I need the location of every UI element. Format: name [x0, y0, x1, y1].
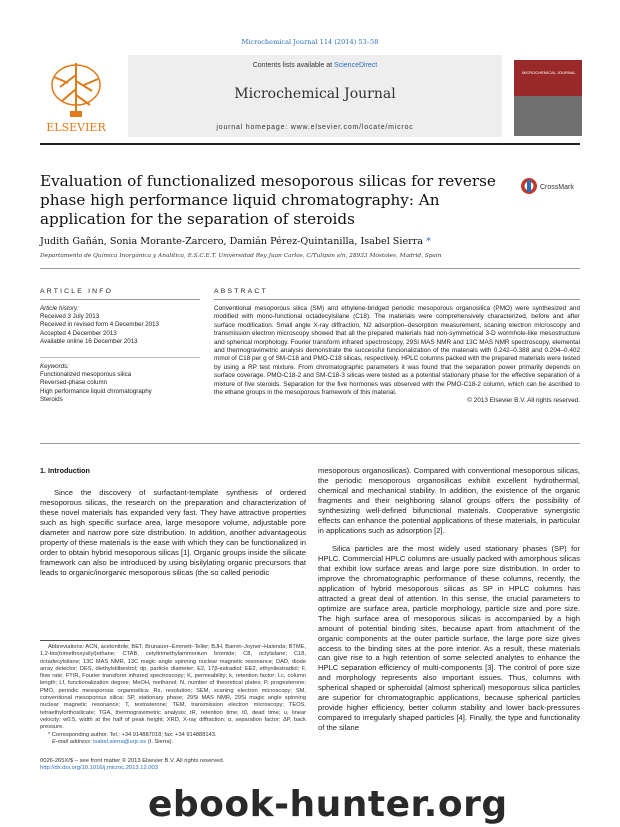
keyword-item: High performance liquid chromatography: [40, 387, 152, 395]
abstract-heading: ABSTRACT: [214, 288, 268, 295]
keyword-item: Reversed-phase column: [40, 379, 108, 387]
article-info-rule: [40, 299, 200, 300]
abstract-bottom-rule: [40, 443, 580, 444]
publisher-logo-text: ELSEVIER: [46, 121, 106, 134]
crossmark-icon[interactable]: [520, 176, 590, 196]
keyword-item: Functionalized mesoporous silica: [40, 371, 132, 379]
email-suffix: (I. Sierra).: [146, 738, 174, 745]
keywords-label: Keywords:: [40, 363, 69, 370]
introduction-heading: 1. Introduction: [40, 466, 90, 475]
cover-text: MICROCHEMICAL JOURNAL: [522, 70, 576, 75]
contents-line: [128, 62, 502, 69]
abstract-rule: [214, 299, 580, 300]
history-label: Article history:: [40, 305, 79, 312]
keywords-rule: [40, 357, 200, 358]
front-matter-info: [40, 758, 306, 773]
article-title: Evaluation of functionalized mesoporous silicas for reverse phase high performance liquid chromatography: An application for the separation of steroids: [40, 172, 496, 228]
corresponding-footnote: * Corresponding author. Tel.: +34 914887018; fax: +34 914888143.: [48, 731, 217, 738]
email-link[interactable]: isabel.sierra@urjc.es: [93, 738, 147, 745]
watermark: ebook-hunter.org: [148, 784, 508, 825]
footnotes: [40, 644, 306, 746]
intro-paragraph-1: Since the discovery of surfactant-template synthesis of ordered mesoporous silicas, the research on the preparation and characterization of these novel materials has expanded very fast. They have attractive properties such as high specific surface area, large mesopore volume, adjustable pore diameter and narrow pore size distribution. In addition, another advantageous property of these materials is the ease with which they can be functionalized in order to obtain hybrid mesoporous silicas [1]. Organic groups inside the silicate framework can also be introduced by using bisilylating organic precursors that leads to organic/inorganic mesoporous silicas (the so called periodic: [40, 488, 306, 577]
abbreviations-footnote: Abbreviations: ACN, acetonitrile; BET, Brunauer–Emmett–Teller; BJH, Barret–Joyner–Halenda; BTME, 1,2-bis(trimethoxysilyl)ethane; CTAB, cetyltrimethylammonium bromide; C8, octylsilane; C18, octadecylsilane; 13C MAS NMR, 13C magic angle spinning nuclear magnetic resonance; DAD, diode array detector; DES, diethylstilbestrol; dp, particle diameter; E2, 17β-estradiol; EE2, ethynilestradiol; F, flow rate; FTIR, Fourier transform infrared spectroscopy; K, permeability; k, retention factor; Lc, column length; Lf, functionalization degree; MeOH, methanol; N, number of theoretical plates; P, progesterone; PMO, periodic mesoporous organosilica; Rs, resolution; SEM, scaning electron microscopy; SM, conventional mesoporous silica; SP, stationary phase; 29Si MAS NMR, 29Si magic angle spinning nuclear magnetic resonance; T, testosterone; TEM, transmission electron microscopy; TEOS, tetraethylorthosilicate; TGA, thermogravimetric analysis; tR, retention time; t0, dead time; u, linear velocity; w0.5, width at the half of peak height; XRD, X-ray diffraction; α, separation factor; ΔP, back pressure.: [40, 644, 306, 731]
affiliation: Departamento de Química Inorgánica y Analítica, E.S.C.E.T, Universidad Rey Juan Carlos, C/Tulipán s/n, 28933 Móstoles, Madrid, Spain: [40, 253, 442, 259]
contents-prefix: Contents lists available at: [252, 62, 335, 69]
sciencedirect-link[interactable]: ScienceDirect: [334, 62, 378, 69]
corresponding-author-mark[interactable]: *: [426, 236, 431, 247]
intro-paragraph-1-continued: mesoporous organosilicas). Compared with conventional mesoporous silicas, the periodic mesoporous organosilicas exhibit excellent hydrothermal, chemical and mechanical stability. In addition, the existence of the organic fragments and their neighboring silanol groups offers the possibility of synthesizing well-defined bifunctional materials. Cooperative synergistic effects can enhance the potential applications of these materials, in particular in applications such as adsorption [2].: [318, 466, 580, 535]
abstract-text: Conventional mesoporous silica (SM) and ethylene-bridged periodic mesoporous organosilica (PMO) were synthesized and modified with mono-functional octadecylsilane (C18). The materials were comprehensively characterized, before and after surface modification. Small angle X-ray diffraction, N2 adsorption–desorption measurement, scaning electron microscopy and transmission electron microscopy showed that all the prepared materials had non-symmetrical 3-D wormhole-like mesostructure and spherical morphology. Fourier transform infrared spectroscopy, 29Si MAS NMR and 13C MAS NMR spectroscopy, elemental and thermogravimetric analysis demonstrate the successful funcionalization of the materials with 0.242–0.388 and 0.204–0.402 mmol of C18 per g of SM-C18 and PMO-C18 silicas, respectively. HPLC columns packed with the prepared materials were tested by using a RP test mixture. From chromatographic parameters it was found that the separation power primarily depends on surface coverage. PMO-C18-2 and SM-C18-3 silicas were tested as a potential stationary phase for the effective separation of a mixture of five steroids. Separation for the five hormones was observed with the PMO-C18-2 column, which can be ascribed to the ethane groups in the mesoporous framework of this material.: [214, 305, 580, 397]
journal-homepage[interactable]: journal homepage: www.elsevier.com/locate/microc: [216, 124, 414, 131]
history-revised: Received in revised form 4 December 2013: [40, 321, 159, 329]
abstract-body: [214, 305, 580, 406]
history-accepted: Accepted 4 December 2013: [40, 329, 117, 337]
header-divider: [40, 143, 580, 145]
crossmark-label: CrossMark: [540, 184, 574, 191]
email-label: E-mail address:: [52, 738, 94, 745]
journal-reference[interactable]: Microchemical Journal 114 (2014) 53–58: [241, 38, 379, 46]
keyword-item: Steroids: [40, 395, 63, 403]
article-info-heading: ARTICLE INFO: [40, 288, 114, 295]
issn-line: 0026-265X/$ – see front matter © 2013 Elsevier B.V. All rights reserved.: [40, 758, 225, 764]
history-online: Available online 16 December 2013: [40, 337, 138, 345]
history-received: Received 3 July 2013: [40, 313, 100, 321]
journal-title: Microchemical Journal: [234, 86, 396, 102]
footnote-rule: [40, 640, 130, 641]
keywords: [40, 363, 200, 404]
affiliation-divider: [40, 268, 580, 269]
doi-link[interactable]: http://dx.doi.org/10.1016/j.microc.2013.12.003: [40, 765, 158, 772]
journal-cover[interactable]: [514, 60, 582, 136]
copyright: © 2013 Elsevier B.V. All rights reserved.: [467, 397, 580, 405]
author-list: Judith Gañán, Sonia Morante-Zarcero, Damián Pérez-Quintanilla, Isabel Sierra: [40, 236, 424, 247]
elsevier-logo-icon: [40, 55, 112, 137]
article-history: [40, 305, 200, 346]
intro-paragraph-2: Silica particles are the most widely used stationary phases (SP) for HPLC. Commercial HPLC columns are usually packed with amorphous silicas that exhibit low surface areas and large pore size distribution. In order to improve the chromatographic performance of these columns, recently, the application of hybrid mesoporous silicas as SP in HPLC columns has attracted a great deal of attention. In this sense, the crucial parameters to optimize are surface area, particle morphology, particle size and pore size. The high surface area of mesoporous silicas is accompanied by a high amount of potential binding sites, because apart from attachment of the organic components at the outer particle surface, the large pore size gives access to the binding sites at the pore interior. As a result, these materials can give rise to a high retention of some selected analytes to enhance the HPLC separation efficiency of multi-components [3]. The control of pore size and morphology represents also important issues. Thus, columns with spherical shaped or spheroidal (almost spherical) mesoporous silica particles are superior for chromatographic applications, because spherical particles provide higher efficiency, better column stability and lower back-pressures compared to irregularly shaped particles [4]. Finally, the type and functionality of the silane: [318, 544, 580, 733]
authors: [40, 236, 580, 247]
